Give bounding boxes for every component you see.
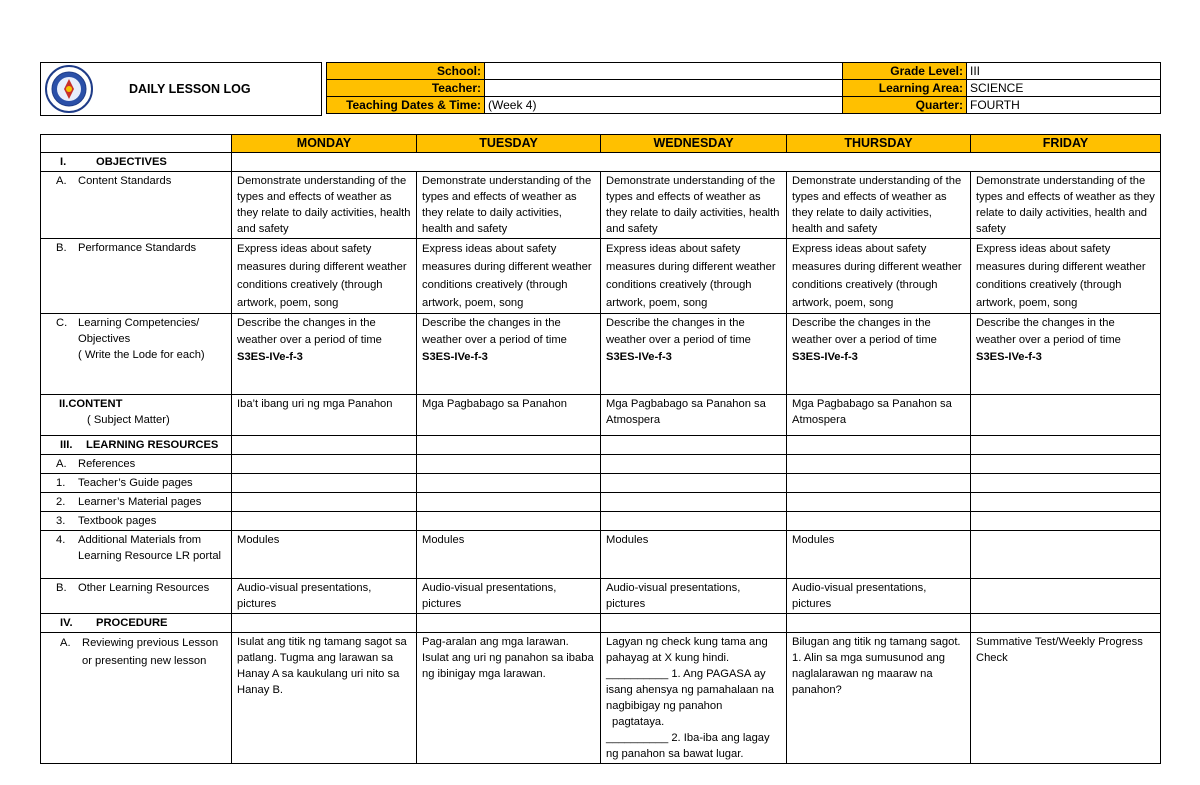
review-thursday[interactable] <box>787 633 971 764</box>
additional-materials-monday[interactable]: Modules <box>232 531 417 579</box>
competency-code: S3ES-IVe-f-3 <box>606 351 672 363</box>
performance-standards-heading <box>41 239 232 314</box>
content-standard-thursday[interactable]: Demonstrate understanding of the types and effects of weather as they relate to daily activities, health and safety <box>787 172 971 239</box>
textbook-heading <box>41 512 232 531</box>
content-friday[interactable] <box>971 395 1161 436</box>
day-friday: FRIDAY <box>971 135 1161 153</box>
other-resources-heading <box>41 579 232 614</box>
references-heading <box>41 455 232 474</box>
empty-cell <box>787 512 971 531</box>
review-wednesday-item-2: __________ 2. Iba-iba ang lagay ng panahon sa bawat lugar. <box>606 732 770 760</box>
teachers-guide-marker: 1. <box>56 477 66 489</box>
empty-cell <box>971 512 1161 531</box>
empty-cell <box>971 436 1161 455</box>
objectives-label: OBJECTIVES <box>96 156 167 168</box>
day-monday: MONDAY <box>232 135 417 153</box>
review-wednesday[interactable] <box>601 633 787 764</box>
competency-text: Describe the changes in the weather over a period of time <box>606 317 751 346</box>
review-heading <box>41 633 232 764</box>
procedure-heading <box>41 614 232 633</box>
other-resources-tuesday[interactable]: Audio-visual presentations, pictures <box>417 579 601 614</box>
day-tuesday: TUESDAY <box>417 135 601 153</box>
review-friday[interactable]: Summative Test/Weekly Progress Check <box>971 633 1161 764</box>
competencies-heading <box>41 314 232 395</box>
resources-number: III. <box>60 439 73 451</box>
content-label: CONTENT <box>68 398 123 410</box>
learning-area-label: Learning Area: <box>843 80 967 97</box>
empty-cell <box>601 493 787 512</box>
grade-level-label: Grade Level: <box>843 63 967 80</box>
performance-standard-monday[interactable]: Express ideas about safety measures during different weather conditions creatively (through artwork, poem, song <box>232 239 417 314</box>
corner-cell <box>41 135 232 153</box>
competencies-note: ( Write the Lode for each) <box>78 349 205 361</box>
school-label: School: <box>327 63 485 80</box>
content-standard-monday[interactable]: Demonstrate understanding of the types and effects of weather as they relate to daily activities, health and safety <box>232 172 417 239</box>
review-marker: A. <box>60 637 71 649</box>
learners-material-row <box>41 493 1161 512</box>
content-wednesday[interactable]: Mga Pagbabago sa Panahon sa Atmospera <box>601 395 787 436</box>
resources-row <box>41 436 1161 455</box>
content-standards-marker: A. <box>56 175 67 187</box>
additional-materials-marker: 4. <box>56 534 66 546</box>
empty-cell <box>232 512 417 531</box>
empty-cell <box>417 455 601 474</box>
empty-cell <box>971 474 1161 493</box>
procedure-label: PROCEDURE <box>96 617 168 629</box>
content-standard-tuesday[interactable]: Demonstrate understanding of the types and effects of weather as they relate to daily activities, health and safety <box>417 172 601 239</box>
empty-cell <box>787 436 971 455</box>
competencies-label: Learning Competencies/ Objectives <box>78 317 200 345</box>
textbook-label: Textbook pages <box>78 515 157 527</box>
other-resources-row <box>41 579 1161 614</box>
references-label: References <box>78 458 136 470</box>
lesson-log-table <box>40 134 1161 764</box>
references-marker: A. <box>56 458 67 470</box>
content-note: ( Subject Matter) <box>87 414 170 426</box>
competencies-row <box>41 314 1161 395</box>
school-field[interactable] <box>485 63 843 80</box>
review-tuesday[interactable]: Pag-aralan ang mga larawan. Isulat ang uri ng panahon sa ibaba ng ibinigay mga larawan. <box>417 633 601 764</box>
content-thursday[interactable]: Mga Pagbabago sa Panahon sa Atmospera <box>787 395 971 436</box>
page-title: DAILY LESSON LOG <box>129 82 251 96</box>
empty-cell <box>787 474 971 493</box>
header-info-table <box>326 62 1161 114</box>
performance-standards-marker: B. <box>56 242 67 254</box>
empty-cell <box>971 493 1161 512</box>
other-resources-thursday[interactable]: Audio-visual presentations, pictures <box>787 579 971 614</box>
references-row <box>41 455 1161 474</box>
objectives-row <box>41 153 1161 172</box>
content-heading <box>41 395 232 436</box>
competency-text: Describe the changes in the weather over a period of time <box>422 317 567 346</box>
empty-cell <box>601 512 787 531</box>
competency-thursday[interactable] <box>787 314 971 395</box>
objectives-span <box>232 153 1161 172</box>
content-row <box>41 395 1161 436</box>
empty-cell <box>232 436 417 455</box>
learners-material-label: Learner’s Material pages <box>78 496 202 508</box>
competency-monday[interactable] <box>232 314 417 395</box>
days-header-row <box>41 135 1161 153</box>
competency-code: S3ES-IVe-f-3 <box>237 351 303 363</box>
empty-cell <box>417 436 601 455</box>
textbook-marker: 3. <box>56 515 66 527</box>
grade-level-field[interactable]: III <box>967 63 1161 80</box>
teacher-field[interactable] <box>485 80 843 97</box>
learning-area-field[interactable]: SCIENCE <box>967 80 1161 97</box>
competency-code: S3ES-IVe-f-3 <box>976 351 1042 363</box>
objectives-number: I. <box>60 156 67 168</box>
teacher-label: Teacher: <box>327 80 485 97</box>
procedure-row <box>41 614 1161 633</box>
content-monday[interactable]: Iba’t ibang uri ng mga Panahon <box>232 395 417 436</box>
review-row <box>41 633 1161 764</box>
review-monday[interactable]: Isulat ang titik ng tamang sagot sa patlang. Tugma ang larawan sa Hanay A sa kaukulang uri nito sa Hanay B. <box>232 633 417 764</box>
content-standard-friday[interactable]: Demonstrate understanding of the types and effects of weather as they relate to daily activities, health and safety <box>971 172 1161 239</box>
competencies-marker: C. <box>56 317 68 329</box>
review-wednesday-instruction: Lagyan ng check kung tama ang pahayag at X kung hindi. <box>606 636 768 664</box>
other-resources-label: Other Learning Resources <box>78 582 210 594</box>
additional-materials-heading <box>41 531 232 579</box>
other-resources-marker: B. <box>56 582 67 594</box>
additional-materials-label: Additional Materials from Learning Resource LR portal <box>78 534 222 562</box>
quarter-label: Quarter: <box>843 97 967 114</box>
objectives-heading <box>41 153 232 172</box>
competency-text: Describe the changes in the weather over a period of time <box>792 317 937 346</box>
additional-materials-wednesday[interactable]: Modules <box>601 531 787 579</box>
performance-standard-friday[interactable]: Express ideas about safety measures during different weather conditions creatively (through artwork, poem, song <box>971 239 1161 314</box>
empty-cell <box>601 614 787 633</box>
resources-heading <box>41 436 232 455</box>
performance-standards-label: Performance Standards <box>78 242 197 254</box>
other-resources-monday[interactable]: Audio-visual presentations, pictures <box>232 579 417 614</box>
additional-materials-friday[interactable] <box>971 531 1161 579</box>
content-number: II. <box>59 398 69 410</box>
teachers-guide-heading <box>41 474 232 493</box>
additional-materials-thursday[interactable]: Modules <box>787 531 971 579</box>
content-standards-row <box>41 172 1161 239</box>
empty-cell <box>787 614 971 633</box>
competency-code: S3ES-IVe-f-3 <box>792 351 858 363</box>
empty-cell <box>417 493 601 512</box>
competency-wednesday[interactable] <box>601 314 787 395</box>
learners-material-marker: 2. <box>56 496 66 508</box>
performance-standard-wednesday[interactable]: Express ideas about safety measures during different weather conditions creatively (through artwork, poem, song <box>601 239 787 314</box>
empty-cell <box>232 455 417 474</box>
empty-cell <box>971 455 1161 474</box>
day-thursday: THURSDAY <box>787 135 971 153</box>
textbook-row <box>41 512 1161 531</box>
empty-cell <box>417 474 601 493</box>
empty-cell <box>417 614 601 633</box>
teachers-guide-label: Teacher’s Guide pages <box>78 477 193 489</box>
empty-cell <box>601 474 787 493</box>
competency-tuesday[interactable] <box>417 314 601 395</box>
competency-code: S3ES-IVe-f-3 <box>422 351 488 363</box>
teachers-guide-row <box>41 474 1161 493</box>
quarter-field[interactable]: FOURTH <box>967 97 1161 114</box>
performance-standards-row <box>41 239 1161 314</box>
competency-text: Describe the changes in the weather over a period of time <box>976 317 1121 346</box>
competency-friday[interactable] <box>971 314 1161 395</box>
performance-standard-thursday[interactable]: Express ideas about safety measures during different weather conditions creatively (through artwork, poem, song <box>787 239 971 314</box>
empty-cell <box>787 493 971 512</box>
teaching-dates-field[interactable]: (Week 4) <box>485 97 843 114</box>
teaching-dates-label: Teaching Dates & Time: <box>327 97 485 114</box>
empty-cell <box>787 455 971 474</box>
empty-cell <box>971 614 1161 633</box>
logo-title-box <box>40 62 322 116</box>
review-wednesday-item-1-cont: pagtataya. <box>612 716 665 728</box>
competency-text: Describe the changes in the weather over a period of time <box>237 317 382 346</box>
day-wednesday: WEDNESDAY <box>601 135 787 153</box>
resources-label: LEARNING RESOURCES <box>86 439 219 451</box>
review-thursday-item-1: 1. Alin sa mga sumusunod ang naglalarawan ng maaraw na panahon? <box>792 652 945 696</box>
empty-cell <box>232 493 417 512</box>
other-resources-wednesday[interactable]: Audio-visual presentations, pictures <box>601 579 787 614</box>
empty-cell <box>232 614 417 633</box>
content-tuesday[interactable]: Mga Pagbabago sa Panahon <box>417 395 601 436</box>
review-label: Reviewing previous Lesson or presenting new lesson <box>82 637 219 667</box>
empty-cell <box>417 512 601 531</box>
other-resources-friday[interactable] <box>971 579 1161 614</box>
review-thursday-instruction: Bilugan ang titik ng tamang sagot. <box>792 636 961 648</box>
empty-cell <box>232 474 417 493</box>
procedure-number: IV. <box>60 617 73 629</box>
additional-materials-tuesday[interactable]: Modules <box>417 531 601 579</box>
empty-cell <box>601 455 787 474</box>
empty-cell <box>601 436 787 455</box>
content-standards-label: Content Standards <box>78 175 172 187</box>
deped-seal-icon <box>45 65 93 113</box>
content-standard-wednesday[interactable]: Demonstrate understanding of the types and effects of weather as they relate to daily activities, health and safety <box>601 172 787 239</box>
review-wednesday-item-1: __________ 1. Ang PAGASA ay isang ahensya ng pamahalaan na nagbibigay ng panahon <box>606 668 774 712</box>
content-standards-heading <box>41 172 232 239</box>
performance-standard-tuesday[interactable]: Express ideas about safety measures during different weather conditions creatively (through artwork, poem, song <box>417 239 601 314</box>
learners-material-heading <box>41 493 232 512</box>
additional-materials-row <box>41 531 1161 579</box>
